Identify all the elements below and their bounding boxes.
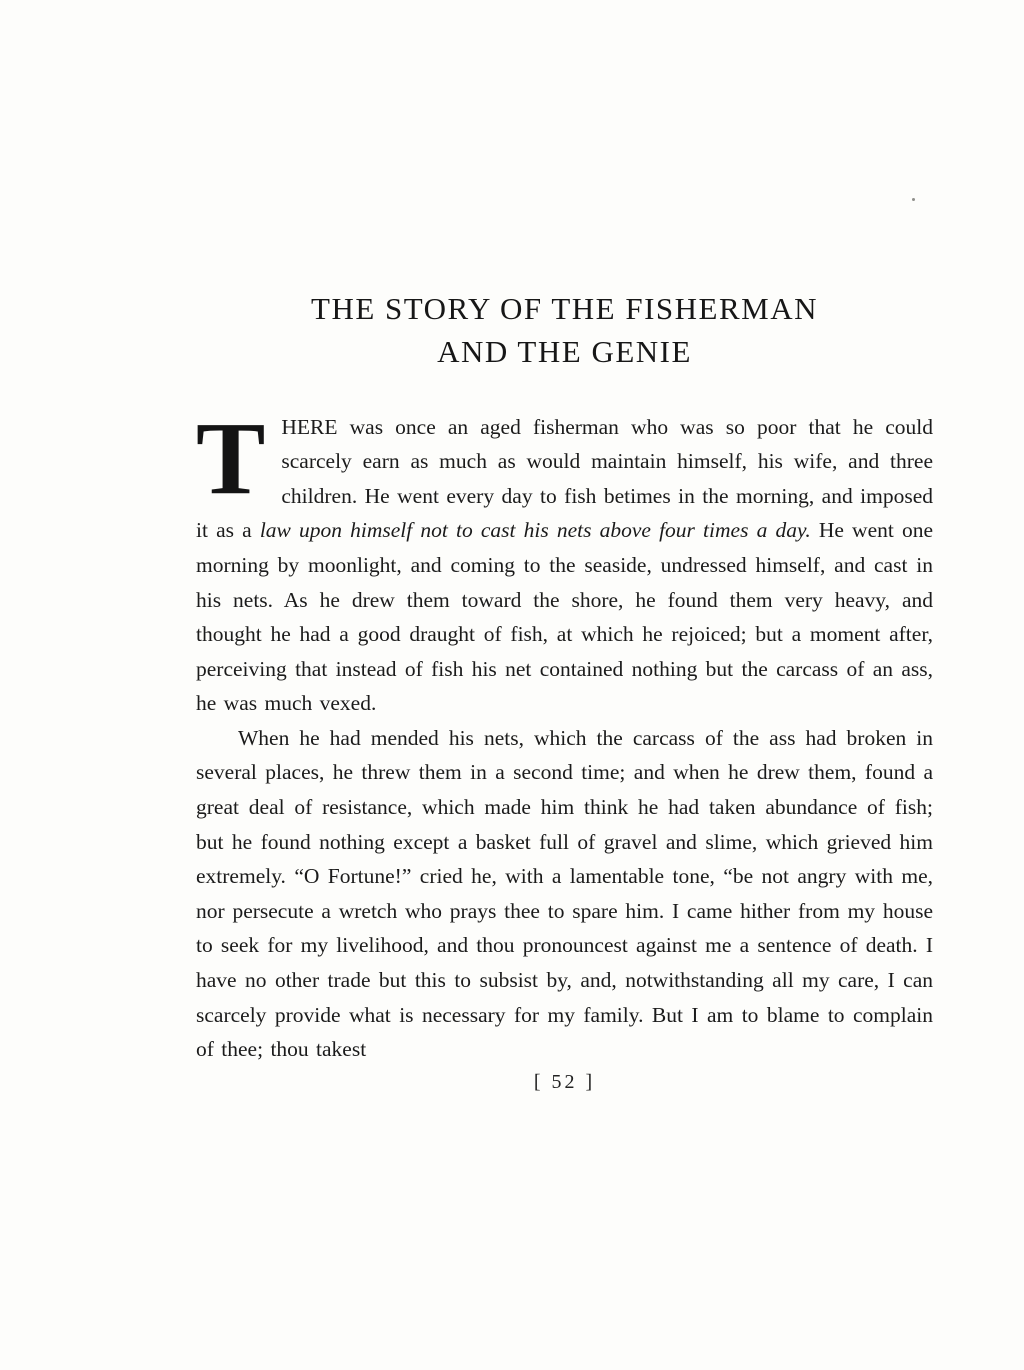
text-block xyxy=(196,288,933,1094)
text-run: When he had mended his nets, which the carcass of the ass had broken in several places, he threw them in a second time; and when he drew them, found a great deal of resistance, which made him think he had taken abundance of fish; but he found nothing except a basket full of gravel and slime, which grieved him extremely. “O Fortune!” cried he, with a lamentable tone, “be not angry with me, nor persecute a wretch who prays thee to spare him. I came hither from my house to seek for my livelihood, and thou pronouncest against me a sentence of death. I have no other trade but this to subsist by, and, notwithstanding all my care, I can scarcely provide what is necessary for my family. But I am to blame to complain of thee; thou takest xyxy=(196,725,933,1062)
body-text xyxy=(196,400,934,1067)
chapter-title-line2: AND THE GENIE xyxy=(437,333,692,369)
paragraph xyxy=(196,721,933,1067)
text-run: He went one morning by moonlight, and coming to the seaside, undressed himself, and cast in his nets. As he drew them toward the shore, he found them very heavy, and thought he had a good draught of fish, at which he rejoiced; but a moment after, perceiving that instead of fish his net contained nothing but the carcass of an ass, he was much vexed. xyxy=(196,518,934,716)
chapter-title-line1: THE STORY OF THE FISHERMAN xyxy=(311,291,818,326)
text-run: HERE was once an aged fisherman who was so poor that he could scarcely earn as much as would maintain himself, his wife, and three children. He went every day to fish betimes in the morning, and imposed it as a xyxy=(196,414,933,543)
chapter-title xyxy=(196,288,933,374)
page-number: [ 52 ] xyxy=(533,1070,596,1093)
paragraph xyxy=(196,400,934,721)
text-run: law upon himself not to cast his nets above four times a day. xyxy=(259,518,811,543)
drop-cap: T xyxy=(196,400,266,516)
scan-speck xyxy=(912,198,915,201)
